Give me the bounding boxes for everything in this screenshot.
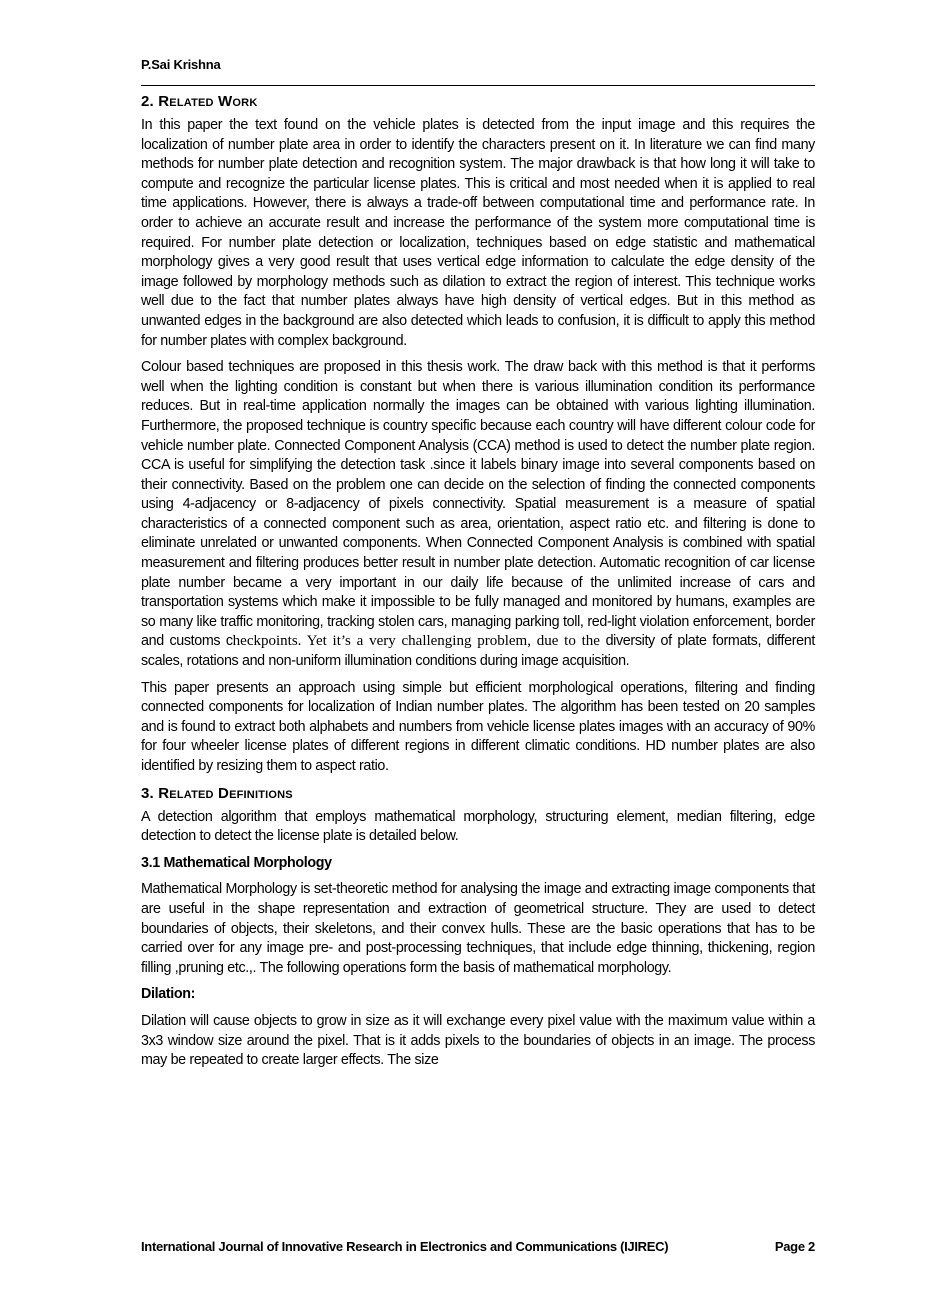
header-rule [141, 85, 815, 86]
footer-journal-name: International Journal of Innovative Research in Electronics and Communications (IJIREC) [141, 1239, 669, 1254]
body-content [141, 92, 815, 1078]
section-2-paragraph-2-end: diversity of plate formats, different scales, rotations and non-uniform illumination conditions during image acquisition. [141, 633, 815, 670]
section-2-paragraph-2-serif-fragment: heckpoints. Yet it’s a very challenging problem, due to the [232, 633, 600, 650]
section-2-paragraph-3: This paper presents an approach using simple but efficient morphological operations, filtering and finding connected components for localization of Indian number plates. The algorithm has been tested on 20 samples and is found to extract both alphabets and numbers from vehicle license plates images with an accuracy of 90% for four wheeler license plates of different regions in different climatic conditions. HD number plates are also identified by resizing them to aspect ratio. [141, 679, 815, 774]
section-2-paragraph-1: In this paper the text found on the vehicle plates is detected from the input image and this requires the localization of number plate area in order to identify the characters present on it. In literature we can find many methods for number plate detection and recognition system. The major drawback is that how long it will take to compute and recognize the particular license plates. This is critical and most needed when it is applied to real time applications. However, there is always a trade-off between computational time and performance rate. In order to achieve an accurate result and increase the performance of the system more computational time is required. For number plate detection or localization, techniques based on edge statistic and mathematical morphology gives a very good result that uses vertical edge information to calculate the edge density of the image followed by morphology methods such as dilation to extract the region of interest. This technique works well due to the fact that number plates always have high density of vertical edges. But in this method as unwanted edges in the background are also detected which leads to confusion, it is difficult to apply this method for number plates with complex background. [141, 117, 815, 349]
section-3-heading: 3. Related Definitions [141, 784, 293, 802]
section-2-heading: 2. Related Work [141, 93, 258, 110]
section-2-paragraph-2-text: Colour based techniques are proposed in this thesis work. The draw back with this method is that it performs well when the lighting condition is constant but when there is various illumination condition its performance reduces. But in real-time application normally the images can be obtained with various lighting illumination. Furthermore, the proposed technique is country specific because each country will have different colour code for vehicle number plate. Connected Component Analysis (CCA) method is used to detect the number plate region. CCA is useful for simplifying the detection task .since it labels binary image into several components based on their connectivity. Based on the problem one can decide on the selection of finding the connected components using 4-adjacency or 8-adjacency of pixels connectivity. Spatial measurement is a measure of spatial characteristics of a connected component such as area, orientation, aspect ratio etc. and filtering is done to eliminate unrelated or unwanted components. When Connected Component Analysis is combined with spatial measurement and filtering produces better result in number plate detection. Automatic recognition of car license plate number became a very important in our daily life because of the unlimited increase of cars and transportation systems which make it impossible to be fully managed and monitored by humans, examples are so many like traffic monitoring, tracking stolen cars, managing parking toll, red-light violation enforcement, border and customs c [141, 359, 815, 650]
footer-page-number: Page 2 [774, 1239, 815, 1254]
page-footer [141, 1239, 815, 1254]
section-3-paragraph-1: A detection algorithm that employs mathematical morphology, structuring element, median filtering, edge detection to detect the license plate is detailed below. [141, 808, 815, 845]
subsection-3-1-heading: 3.1 Mathematical Morphology [141, 854, 332, 871]
running-head-author: P.Sai Krishna [141, 57, 221, 72]
subsection-3-1-paragraph-1: Mathematical Morphology is set-theoretic method for analysing the image and extracting image components that are useful in the shape representation and extraction of geometrical structure. They are used to detect boundaries of objects, their skeletons, and their convex hulls. These are the basic operations that has to be carried over for any image pre- and post-processing techniques, that include edge thinning, thickening, region filling ,pruning etc.,. The following operations form the basis of mathematical morphology. [141, 881, 815, 976]
dilation-paragraph: Dilation will cause objects to grow in size as it will exchange every pixel value with the maximum value within a 3x3 window size around the pixel. That is it adds pixels to the boundaries of objects in an image. The process may be repeated to create larger effects. The size [141, 1012, 815, 1069]
section-2-paragraph-2 [141, 358, 815, 672]
paper-page [141, 0, 815, 1309]
dilation-heading: Dilation: [141, 986, 196, 1003]
